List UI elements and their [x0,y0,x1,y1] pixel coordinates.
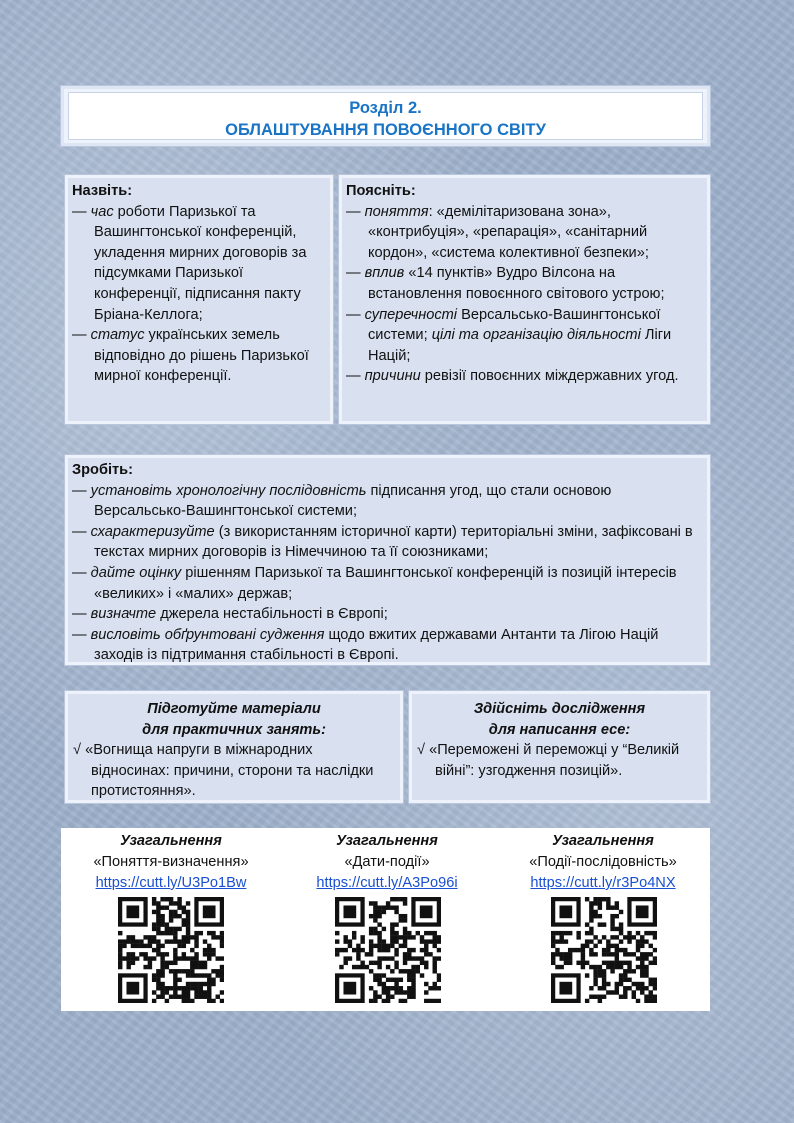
qr-card-sequence [495,828,711,894]
section-title-box [68,92,703,140]
list-item: — установіть хронологічну послідовність підписання угод, що стали основою Версальсько-Вашингтонської системи; [72,482,612,520]
explain-box-heading: Поясніть: [346,183,416,199]
prepare-heading-line1: Підготуйте матеріали [147,701,321,717]
section-title: ОБЛАШТУВАННЯ ПОВОЄННОГО СВІТУ [225,121,546,139]
list-item: — дайте оцінку рішенням Паризької та Вашингтонської конференцій із позицій інтересів «великих» і «малих» держав; [72,564,677,602]
list-item: — причини ревізії повоєнних міждержавних угод. [346,368,679,385]
prepare-heading-line2: для практичних занять: [142,721,326,738]
qr-code-icon[interactable] [335,897,441,1003]
research-heading-line2: для написання есе: [488,721,631,738]
list-item: — висловіть обґрунтовані судження щодо вжитих державами Антанти та Лігою Націй заходів із підтримання стабільності в Європі. [72,626,659,664]
qr-link[interactable]: https://cutt.ly/A3Po96i [316,875,458,891]
checklist-item: √ «Вогнища напруги в міжнародних відносинах: причини, сторони та наслідки протистояння». [73,742,374,800]
checklist-item: √ «Переможені й переможці у “Великій війні”: узгодження позицій». [417,742,680,779]
name-box [65,175,333,424]
list-item: — статус українських земель відповідно до рішень Паризької мирної конференції. [72,327,309,385]
do-box [65,455,710,665]
qr-link[interactable]: https://cutt.ly/U3Po1Bw [95,875,247,891]
qr-subtitle: «Поняття-визначення» [93,854,249,870]
do-box-heading: Зробіть: [72,462,134,478]
research-heading-line1: Здійсніть дослідження [473,701,646,717]
qr-subtitle: «Події-послідовність» [529,854,677,870]
qr-card-dates [279,828,495,894]
checkmark-icon: √ [417,742,430,759]
list-item: — визначте джерела нестабільності в Європі; [72,606,388,623]
list-item: — вплив «14 пунктів» Вудро Вілсона на встановлення повоєнного світового устрою; [346,265,665,302]
list-item: — поняття: «демілітаризована зона», «контрибуція», «репарація», «санітарний кордон», «система колективної безпеки»; [346,203,649,261]
qr-link[interactable]: https://cutt.ly/r3Po4NX [530,875,676,891]
checkmark-icon: √ [73,742,86,759]
section-number: Розділ 2. [349,99,422,117]
section-title-panel [61,86,710,146]
qr-subtitle: «Дати-події» [344,854,430,870]
list-item: — час роботи Паризької та Вашингтонської конференцій, укладення мирних договорів за підсумками Паризької конференції, підписання пакту Бріана-Келлога; [72,203,307,323]
qr-title: Узагальнення [336,833,438,849]
qr-code-icon[interactable] [551,897,657,1003]
qr-title: Узагальнення [552,833,654,849]
qr-title: Узагальнення [120,833,222,849]
explain-box [339,175,710,424]
qr-links-panel [61,828,710,1011]
research-box [409,691,710,803]
name-box-heading: Назвіть: [72,183,133,199]
list-item: — схарактеризуйте (з використанням історичної карти) територіальні зміни, зафіксовані в текстах мирних договорів із Німеччиною та її союзниками; [72,523,693,561]
qr-card-concepts [63,828,279,894]
list-item: — суперечності Версальсько-Вашингтонської системи; цілі та організацію діяльності Ліги Націй; [346,306,672,364]
qr-code-icon[interactable] [118,897,224,1003]
prepare-box [65,691,403,803]
